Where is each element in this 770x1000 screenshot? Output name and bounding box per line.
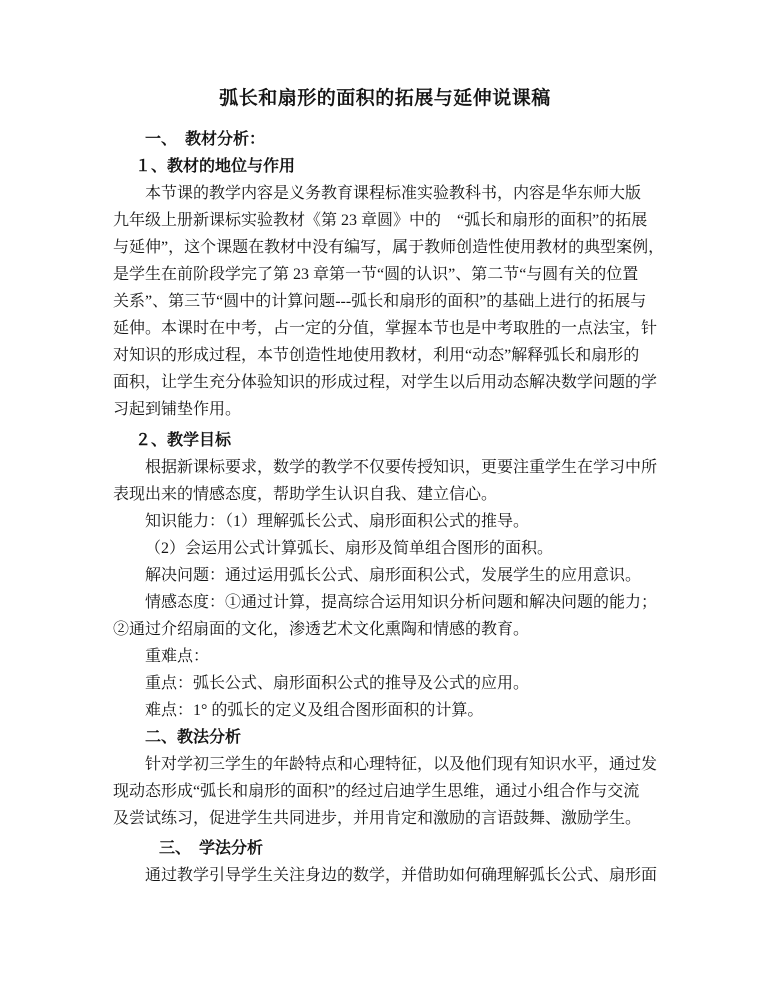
doc-line-19: ②通过介绍扇面的文化，渗透艺术文化熏陶和情感的教育。 — [113, 621, 530, 638]
doc-line-25: 现动态形成“弧长和扇形的面积”的经过启迪学生思维，通过小组合作与交流 — [113, 783, 640, 800]
doc-line-13: 根据新课标要求，数学的教学不仅要传授知识，更要注重学生在学习中所 — [145, 459, 658, 476]
doc-line-27: 三、 学法分析 — [159, 840, 264, 857]
doc-line-23: 二、教法分析 — [145, 729, 242, 746]
doc-line-17: 解决问题：通过运用弧长公式、扇形面积公式，发展学生的应用意识。 — [145, 567, 642, 584]
doc-line-21: 重点：弧长公式、扇形面积公式的推导及公式的应用。 — [145, 675, 530, 692]
doc-line-18: 情感态度：①通过计算，提高综合运用知识分析问题和解决问题的能力； — [145, 594, 658, 611]
doc-line-15: 知识能力：（1）理解弧长公式、扇形面积公式的推导。 — [145, 513, 530, 530]
doc-line-1: 一、 教材分析： — [145, 131, 266, 148]
doc-line-26: 及尝试练习，促进学生共同进步，并用肯定和激励的言语鼓舞、激励学生。 — [113, 810, 642, 827]
doc-line-22: 难点：1° 的弧长的定义及组合图形面积的计算。 — [145, 702, 484, 719]
doc-line-12: ２、教学目标 — [135, 432, 232, 449]
doc-line-7: 关系”、第三节“圆中的计算问题---弧长和扇形的面积”的基础上进行的拓展与 — [113, 293, 647, 310]
doc-line-10: 面积，让学生充分体验知识的形成过程，对学生以后用动态解决数学问题的学 — [113, 374, 658, 391]
doc-line-11: 习起到铺垫作用。 — [113, 401, 242, 418]
doc-line-9: 对知识的形成过程，本节创造性地使用教材，利用“动态”解释弧长和扇形的 — [113, 347, 640, 364]
doc-line-16: （2）会运用公式计算弧长、扇形及简单组合图形的面积。 — [145, 540, 554, 557]
doc-line-3: 本节课的教学内容是义务教育课程标准实验教科书，内容是华东师大版 — [145, 185, 642, 202]
doc-line-14: 表现出来的情感态度，帮助学生认识自我、建立信心。 — [113, 486, 498, 503]
doc-line-24: 针对学初三学生的年龄特点和心理特征，以及他们现有知识水平，通过发 — [145, 756, 658, 773]
doc-line-4: 九年级上册新课标实验教材《第 23 章圆》中的 “弧长和扇形的面积”的拓展 — [113, 212, 648, 229]
document-title: 弧长和扇形的面积的拓展与延伸说课稿 — [219, 88, 551, 109]
doc-line-5: 与延伸”，这个课题在教材中没有编写，属于教师创造性使用教材的典型案例， — [113, 239, 665, 256]
document-body — [113, 126, 665, 889]
doc-line-8: 延伸。本课时在中考，占一定的分值，掌握本节也是中考取胜的一点法宝，针 — [113, 320, 658, 337]
doc-line-6: 是学生在前阶段学完了第 23 章第一节“圆的认识”、第二节“与圆有关的位置 — [113, 266, 639, 283]
doc-line-2: １、教材的地位与作用 — [135, 158, 296, 175]
doc-line-20: 重难点： — [145, 648, 210, 665]
doc-line-28: 通过教学引导学生关注身边的数学，并借助如何确理解弧长公式、扇形面 — [145, 867, 658, 884]
